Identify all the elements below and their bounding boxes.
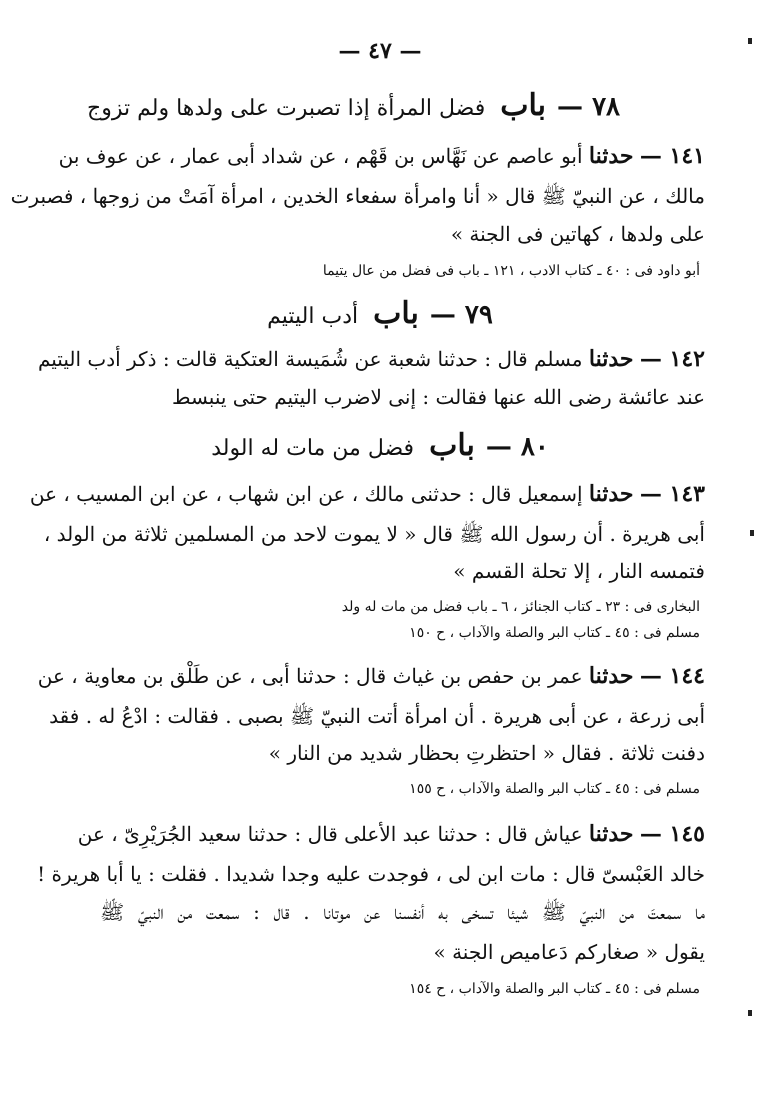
hadith-145-line-1 (77, 818, 705, 850)
section-heading-78 (87, 88, 620, 123)
section-title: فضل من مات له الولد (211, 436, 415, 461)
section-heading-79 (230, 296, 530, 331)
hadith-text: عمر بن حفص بن غياث قال : حدثنا أبى ، عن طَلْق بن معاوية ، عن (37, 664, 583, 688)
hadith-keyword: حدثنا (588, 143, 634, 169)
scan-mark (750, 530, 754, 536)
hadith-143-line-1 (29, 478, 705, 510)
hadith-142-line-1 (37, 343, 705, 375)
scan-mark (748, 38, 752, 44)
section-bab: باب (500, 88, 546, 123)
hadith-text: إسمعيل قال : حدثنى مالك ، عن ابن شهاب ، عن ابن المسيب ، عن (29, 482, 583, 506)
hadith-number: ١٤٢ — (639, 346, 705, 372)
hadith-143-line-2: أبى هريرة . أن رسول الله ﷺ قال « لا يموت لاحد من المسلمين ثلاثة من الولد ، (43, 522, 705, 546)
hadith-142-line-2: عند عائشة رضى الله عنها فقالت : إنى لاضرب اليتيم حتى ينبسط (171, 385, 705, 409)
hadith-keyword: حدثنا (588, 481, 634, 507)
hadith-number: ١٤٣ — (639, 481, 705, 507)
hadith-141-line-3: على ولدها ، كهاتين فى الجنة » (450, 222, 705, 246)
hadith-144-line-3: دفنت ثلاثة . فقال « احتظرتِ بحظار شديد من النار » (268, 741, 705, 765)
scan-mark (748, 1010, 752, 1016)
hadith-144-line-2: أبى زرعة ، عن أبى هريرة . أن امرأة أتت النبيّ ﷺ بصبى . فقالت : ادْعُ له . فقد (49, 704, 705, 728)
hadith-144-line-1 (37, 660, 705, 692)
hadith-145-ref-1: مسلم فى : ٤٥ ـ كتاب البر والصلة والآداب ، ح ١٥٤ (409, 981, 700, 997)
section-number: ٧٨ — (557, 92, 620, 122)
page-number: — ٤٧ — (338, 38, 422, 64)
hadith-143-ref-2: مسلم فى : ٤٥ ـ كتاب البر والصلة والآداب ، ح ١٥٠ (409, 625, 700, 641)
hadith-text: عياش قال : حدثنا عبد الأعلى قال : حدثنا سعيد الجُرَيْرِىّ ، عن (77, 822, 583, 846)
section-title: فضل المرأة إذا تصبرت على ولدها ولم تزوج (87, 96, 486, 121)
hadith-141-ref-1: أبو داود فى : ٤٠ ـ كتاب الادب ، ١٢١ ـ باب فى فضل من عال يتيما (322, 263, 700, 279)
hadith-text: أبو عاصم عن نَهَّاس بن قَهْم ، عن شداد أبى عمار ، عن عوف بن (58, 144, 583, 168)
hadith-143-ref-1: البخارى فى : ٢٣ ـ كتاب الجنائز ، ٦ ـ باب فضل من مات له ولد (341, 599, 700, 615)
hadith-141-line-2: مالك ، عن النبيّ ﷺ قال « أنا وامرأة سفعاء الخدين ، امرأة آمَتْ من زوجها ، فصبرت (10, 184, 705, 208)
hadith-number: ١٤١ — (639, 143, 705, 169)
hadith-145-line-3: ما سمعتَ من النبيّ ﷺ شيئا تسخى به أنفسنا عن موتانا . قال : سمعت من النبيّ ﷺ (100, 900, 705, 924)
hadith-143-line-3: فتمسه النار ، إلا تحلة القسم » (453, 559, 705, 583)
hadith-keyword: حدثنا (588, 663, 634, 689)
section-number: ٧٩ — (429, 300, 493, 330)
hadith-text: مسلم قال : حدثنا شعبة عن شُمَيسة العتكية قالت : ذكر أدب اليتيم (37, 347, 583, 371)
hadith-145-line-4: يقول « صغاركم دَعاميص الجنة » (433, 940, 705, 964)
section-title: أدب اليتيم (267, 304, 359, 329)
section-heading-80 (210, 428, 550, 463)
hadith-145-line-2: خالد العَبْسىّ قال : مات ابن لى ، فوجدت عليه وجدا شديدا . فقلت : يا أبا هريرة ! (37, 862, 705, 886)
hadith-144-ref-1: مسلم فى : ٤٥ ـ كتاب البر والصلة والآداب ، ح ١٥٥ (409, 781, 700, 797)
section-number: ٨٠ — (485, 432, 549, 462)
hadith-141-line-1 (58, 140, 705, 172)
section-bab: باب (373, 296, 419, 331)
hadith-keyword: حدثنا (588, 821, 634, 847)
hadith-number: ١٤٤ — (639, 663, 705, 689)
section-bab: باب (429, 428, 475, 463)
hadith-keyword: حدثنا (588, 346, 634, 372)
hadith-number: ١٤٥ — (639, 821, 705, 847)
